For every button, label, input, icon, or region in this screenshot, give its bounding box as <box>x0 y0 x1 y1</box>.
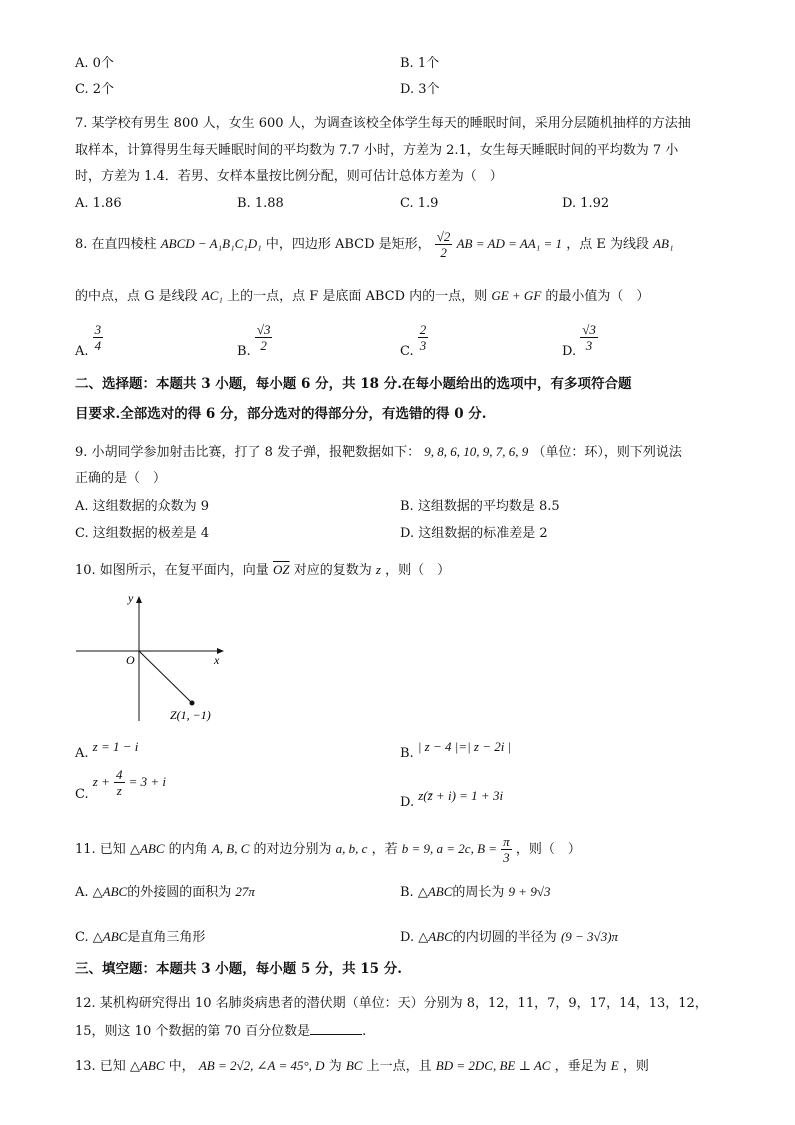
q13-text-6: ，则 <box>622 1059 649 1074</box>
q11-option-d <box>400 928 618 947</box>
q11-option-c-triangle: △ABC <box>92 929 128 944</box>
q7-line2: 取样本，计算得男生每天睡眠时间的平均数为 7.7 小时，方差为 2.1，女生每天睡眠时间的平均数为 7 小 <box>75 143 679 158</box>
q10-option-c-num: 4 <box>116 767 123 782</box>
q10-option-c-post: = 3 + i <box>128 774 167 789</box>
x-axis-label: x <box>214 653 220 667</box>
q11-option-b-value: 9 + 9√3 <box>508 884 551 899</box>
q8-option-c-den: 3 <box>419 338 427 353</box>
q8-text-4: 的中点，点 G 是线段 <box>75 289 198 304</box>
q8-option-b-den: 2 <box>260 338 267 353</box>
q8-text-3: ，点 E 为线段 <box>566 237 649 252</box>
q6-option-d: D. 3个 <box>400 82 440 97</box>
q10-vector: $\overline{OZ}$ <box>272 562 290 577</box>
q10-option-c <box>75 764 166 813</box>
q11-option-d-value: (9 − 3√3)π <box>560 929 619 944</box>
q10-option-b <box>400 738 511 763</box>
q10-line1 <box>75 561 450 580</box>
origin-label: O <box>126 653 135 667</box>
complex-plane-figure <box>72 588 232 728</box>
q11-text-4: ，若 <box>371 842 398 857</box>
q8-option-d <box>562 322 598 361</box>
q7-option-c: C. 1.9 <box>400 196 439 211</box>
q6-option-b: B. 1个 <box>400 56 440 71</box>
point-z <box>190 701 195 706</box>
vector-oz <box>139 651 192 703</box>
q8-option-b-fraction <box>255 322 273 353</box>
q8-option-d-den: 3 <box>585 338 593 353</box>
q8-option-c-num: 2 <box>419 322 427 337</box>
q8-option-a-num: 3 <box>94 322 102 337</box>
q10-option-c-den: z <box>116 783 122 798</box>
q8-text-6: 的最小值为（ ） <box>545 289 650 304</box>
q9-line1 <box>75 443 682 462</box>
q12-period: . <box>362 1024 367 1039</box>
q11-option-a-label: A. <box>75 885 89 900</box>
q8-option-c-label: C. <box>400 344 414 359</box>
q8-line2 <box>75 287 649 306</box>
q13-line1 <box>75 1057 649 1076</box>
q11-option-b-text: 的周长为 <box>452 885 505 900</box>
q11-condition-fraction <box>501 834 512 865</box>
q9-option-a: A. 这组数据的众数为 9 <box>75 499 210 514</box>
q8-option-a <box>75 322 103 361</box>
q12-text: 15，则这 10 个数据的第 70 百分位数是 <box>75 1024 311 1039</box>
q9-line2: 正确的是（ ） <box>75 471 167 486</box>
q8-expression: GE + GF <box>491 288 542 303</box>
q8-segment-ab1: AB₁ <box>653 236 674 251</box>
q10-option-a <box>75 738 138 763</box>
q11-option-b <box>400 883 550 902</box>
q13-e: E <box>610 1058 619 1073</box>
section-2-heading-line1: 二、选择题：本题共 3 小题，每小题 6 分，共 18 分.在每小题给出的选项中，有多项符合题 <box>75 376 632 392</box>
q11-text-3: 的对边分别为 <box>253 842 332 857</box>
q12-answer-blank[interactable] <box>310 1022 362 1035</box>
q10-z: z <box>375 562 381 577</box>
q10-option-a-label: A. <box>75 746 89 761</box>
y-axis-label: y <box>128 591 134 605</box>
q11-angles: A, B, C <box>211 841 250 856</box>
q11-triangle: △ABC <box>129 841 165 856</box>
q11-cond-num: π <box>503 834 510 849</box>
q8-option-a-fraction <box>93 322 104 353</box>
q9-intro: 9. 小胡同学参加射击比赛，打了 8 发子弹，报靶数据如下： <box>75 445 421 460</box>
q8-cond-den: 2 <box>440 245 447 260</box>
q8-option-a-label: A. <box>75 344 89 359</box>
q11-option-a-value: 27π <box>235 884 255 899</box>
q10-option-c-label: C. <box>75 787 89 802</box>
q11-intro: 11. 已知 <box>75 842 126 857</box>
q13-intro: 13. 已知 <box>75 1059 126 1074</box>
q10-text-3: ，则（ ） <box>385 563 451 578</box>
q11-option-d-label: D. <box>400 930 415 945</box>
q13-text-5: ，垂足为 <box>554 1059 607 1074</box>
q13-text-2: 中， <box>168 1059 195 1074</box>
q9-data: 9, 8, 6, 10, 9, 7, 6, 9 <box>424 444 529 459</box>
q13-text-3: 为 <box>328 1059 342 1074</box>
q8-intro: 8. 在直四棱柱 <box>75 237 157 252</box>
q11-option-a <box>75 883 255 902</box>
q13-triangle: △ABC <box>129 1058 165 1073</box>
q10-option-d-label: D. <box>400 795 415 810</box>
q7-option-a: A. 1.86 <box>75 196 122 211</box>
q11-sides: a, b, c <box>335 841 368 856</box>
q11-option-b-label: B. <box>400 885 414 900</box>
q8-segment-ac1: AC₁ <box>201 288 223 303</box>
q7-line1: 7. 某学校有男生 800 人，女生 600 人，为调查该校全体学生每天的睡眠时间，采用分层随机抽样的方法抽 <box>75 116 691 131</box>
q10-intro: 10. 如图所示，在复平面内，向量 <box>75 563 269 578</box>
q12-line1: 12. 某机构研究得出 10 名肺炎病患者的潜伏期（单位：天）分别为 8，12，11，7，9，17，14，13，12， <box>75 996 708 1011</box>
q11-option-b-triangle: △ABC <box>417 884 453 899</box>
q13-bc: BC <box>345 1058 363 1073</box>
q8-option-b-num: √3 <box>256 322 271 337</box>
q11-option-a-triangle: △ABC <box>92 884 128 899</box>
q11-condition: b = 9, a = 2c, B = <box>401 841 498 856</box>
q13-text-4: 上一点，且 <box>366 1059 432 1074</box>
q12-line2 <box>75 1022 366 1041</box>
q11-option-c-label: C. <box>75 930 89 945</box>
q6-option-a: A. 0个 <box>75 56 114 71</box>
q10-option-b-label: B. <box>400 746 414 761</box>
q8-prism: ABCD − A₁B₁C₁D₁ <box>160 236 262 251</box>
q8-option-b-label: B. <box>237 344 251 359</box>
q9-option-b: B. 这组数据的平均数是 8.5 <box>400 499 560 514</box>
q7-line3: 时，方差为 1.4．若男、女样本量按比例分配，则可估计总体方差为（ ） <box>75 169 503 184</box>
q11-option-d-text: 的内切圆的半径为 <box>452 930 557 945</box>
q8-option-d-label: D. <box>562 344 577 359</box>
section-2-heading-line2: 目要求.全部选对的得 6 分，部分选对的得部分分，有选错的得 0 分. <box>75 406 487 422</box>
section-3-heading: 三、填空题：本题共 3 小题，每小题 5 分，共 15 分. <box>75 961 402 977</box>
q6-option-c: C. 2个 <box>75 82 115 97</box>
q9-option-d: D. 这组数据的标准差是 2 <box>400 526 548 541</box>
y-axis-arrow <box>136 596 142 603</box>
q8-cond-fraction <box>435 229 453 260</box>
q11-line1 <box>75 829 581 870</box>
q10-option-d-expr: z(z̄ + i) = 1 + 3i <box>418 788 504 803</box>
q10-option-c-pre: z + <box>92 774 110 789</box>
q11-option-c <box>75 928 205 947</box>
q8-line1 <box>75 224 674 265</box>
q11-text-5: ，则（ ） <box>515 842 581 857</box>
q11-cond-den: 3 <box>503 850 510 865</box>
point-z-label: Z(1, −1) <box>170 708 211 722</box>
q8-cond-num: √2 <box>436 229 451 244</box>
q9-unit: （单位：环），则下列说法 <box>532 445 682 460</box>
q8-option-c <box>400 322 428 361</box>
q9-option-c: C. 这组数据的极差是 4 <box>75 526 210 541</box>
q11-option-a-text: 的外接圆的面积为 <box>127 885 232 900</box>
q10-option-b-expr: | z − 4 |=| z − 2i | <box>417 739 512 754</box>
q10-option-a-expr: z = 1 − i <box>92 739 139 754</box>
q11-text-2: 的内角 <box>168 842 208 857</box>
q8-text-2: 中，四边形 ABCD 是矩形， <box>265 237 431 252</box>
q11-option-d-triangle: △ABC <box>418 929 453 944</box>
q7-option-d: D. 1.92 <box>562 196 610 211</box>
q8-option-a-den: 4 <box>94 338 102 353</box>
q13-condition-2: BD = 2DC, BE ⊥ AC <box>435 1058 551 1073</box>
q10-text-2: 对应的复数为 <box>293 563 372 578</box>
q8-option-c-fraction <box>418 322 429 353</box>
q10-option-c-fraction <box>114 767 125 798</box>
q8-option-d-num: √3 <box>582 322 596 337</box>
q7-option-b: B. 1.88 <box>237 196 284 211</box>
q13-condition: AB = 2√2, ∠A = 45°, D <box>198 1058 325 1073</box>
q8-option-d-fraction <box>580 322 598 353</box>
q8-condition: AB = AD = AA₁ = 1 <box>456 236 563 251</box>
q10-option-d <box>400 787 503 812</box>
q11-option-c-text: 是直角三角形 <box>127 930 206 945</box>
q8-option-b <box>237 322 272 361</box>
q8-text-5: 上的一点，点 F 是底面 ABCD 内的一点，则 <box>227 289 488 304</box>
